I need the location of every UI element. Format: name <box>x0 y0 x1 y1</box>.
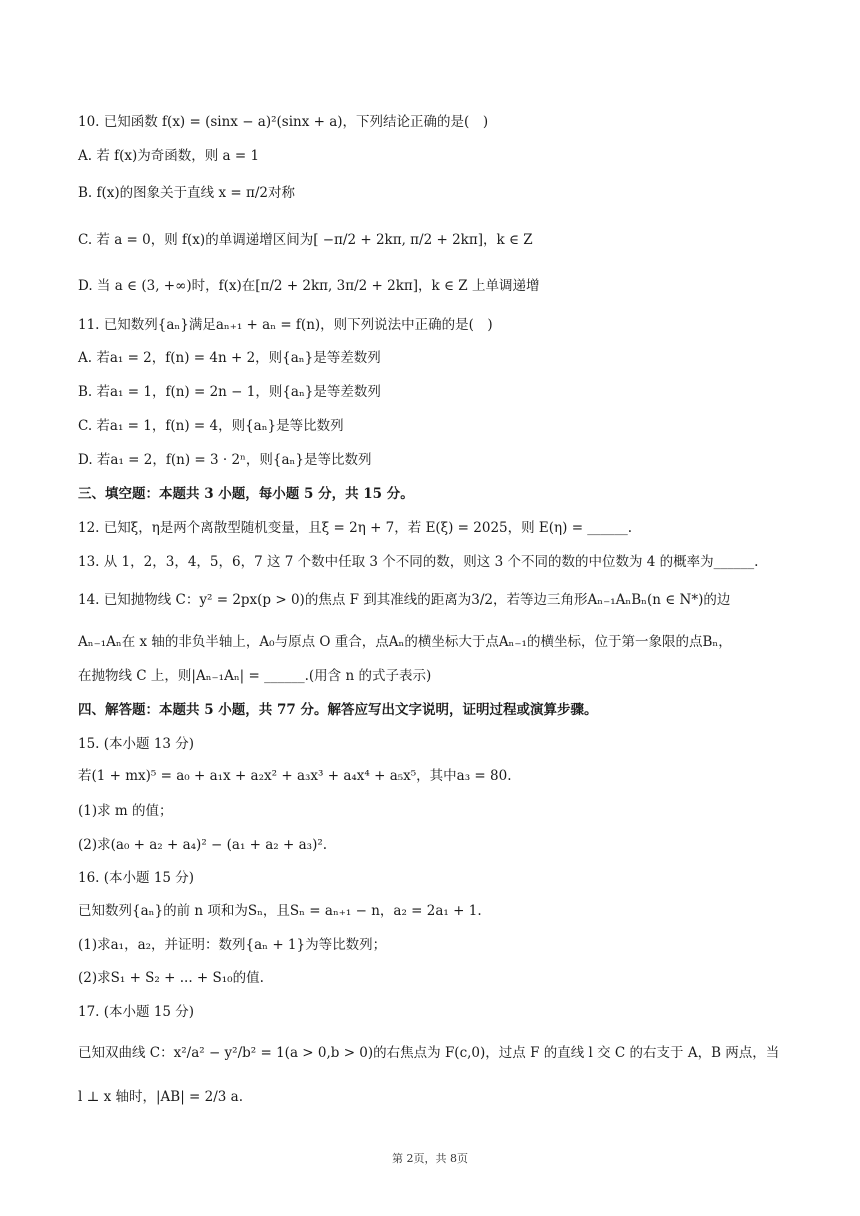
q10-stem: 10. 已知函数 f(x) = (sinx − a)²(sinx + a)，下列结论正确的是( ) <box>78 114 489 130</box>
q14-text-line1: 14. 已知抛物线 C：y² = 2px(p > 0)的焦点 F 到其准线的距离为3/2，若等边三角形Aₙ₋₁AₙBₙ(n ∈ N*)的边 <box>78 592 731 608</box>
q10-option-c: C. 若 a = 0，则 f(x)的单调递增区间为[ −π/2 + 2kπ, π/2 + 2kπ]，k ∈ Z <box>78 232 533 248</box>
q15-stem: 若(1 + mx)⁵ = a₀ + a₁x + a₂x² + a₃x³ + a₄x⁴ + a₅x⁵，其中a₃ = 80. <box>78 768 512 784</box>
q16-part-1: (1)求a₁，a₂，并证明：数列{aₙ + 1}为等比数列； <box>78 937 387 953</box>
q11-stem: 11. 已知数列{aₙ}满足aₙ₊₁ + aₙ = f(n)，则下列说法中正确的是( ) <box>78 317 493 333</box>
q11-option-b: B. 若a₁ = 1，f(n) = 2n − 1，则{aₙ}是等差数列 <box>78 384 381 400</box>
q11-option-d: D. 若a₁ = 2，f(n) = 3 · 2ⁿ，则{aₙ}是等比数列 <box>78 452 372 468</box>
q10-option-d: D. 当 a ∈ (3, +∞)时，f(x)在[π/2 + 2kπ, 3π/2 + 2kπ]，k ∈ Z 上单调递增 <box>78 278 540 294</box>
q10-option-a: A. 若 f(x)为奇函数，则 a = 1 <box>78 148 260 164</box>
q14-text-line3: 在抛物线 C 上，则|Aₙ₋₁Aₙ| = ______.(用含 n 的式子表示) <box>78 668 432 684</box>
page-number-footer: 第 2页，共 8页 <box>392 1152 468 1165</box>
q15-part-2: (2)求(a₀ + a₂ + a₄)² − (a₁ + a₂ + a₃)². <box>78 837 328 853</box>
q11-option-a: A. 若a₁ = 2，f(n) = 4n + 2，则{aₙ}是等差数列 <box>78 350 381 366</box>
q15-part-1: (1)求 m 的值； <box>78 803 173 819</box>
q10-option-b: B. f(x)的图象关于直线 x = π/2对称 <box>78 185 295 201</box>
section-fill-in-heading: 三、填空题：本题共 3 小题，每小题 5 分，共 15 分。 <box>78 486 414 502</box>
q12-text: 12. 已知ξ，η是两个离散型随机变量，且ξ = 2η + 7，若 E(ξ) = 2025，则 E(η) = ______. <box>78 520 633 536</box>
q17-stem-line2: l ⊥ x 轴时，|AB| = 2/3 a. <box>78 1089 244 1105</box>
q15-header: 15. (本小题 13 分) <box>78 736 195 752</box>
q17-header: 17. (本小题 15 分) <box>78 1004 195 1020</box>
q13-text: 13. 从 1，2，3，4，5，6，7 这 7 个数中任取 3 个不同的数，则这 3 个不同的数的中位数为 4 的概率为______. <box>78 554 759 570</box>
q17-stem-line1: 已知双曲线 C：x²/a² − y²/b² = 1(a > 0,b > 0)的右焦点为 F(c,0)，过点 F 的直线 l 交 C 的右支于 A，B 两点，当 <box>78 1045 780 1061</box>
q16-stem: 已知数列{aₙ}的前 n 项和为Sₙ，且Sₙ = aₙ₊₁ − n，a₂ = 2a₁ + 1. <box>78 903 482 919</box>
q16-part-2: (2)求S₁ + S₂ + ... + S₁₀的值. <box>78 970 264 986</box>
q14-text-line2: Aₙ₋₁Aₙ在 x 轴的非负半轴上，A₀与原点 O 重合，点Aₙ的横坐标大于点Aₙ₋₁的横坐标，位于第一象限的点Bₙ， <box>78 634 732 650</box>
section-solve-heading: 四、解答题：本题共 5 小题，共 77 分。解答应写出文字说明，证明过程或演算步骤。 <box>78 702 598 718</box>
q11-option-c: C. 若a₁ = 1，f(n) = 4，则{aₙ}是等比数列 <box>78 418 344 434</box>
q16-header: 16. (本小题 15 分) <box>78 870 195 886</box>
